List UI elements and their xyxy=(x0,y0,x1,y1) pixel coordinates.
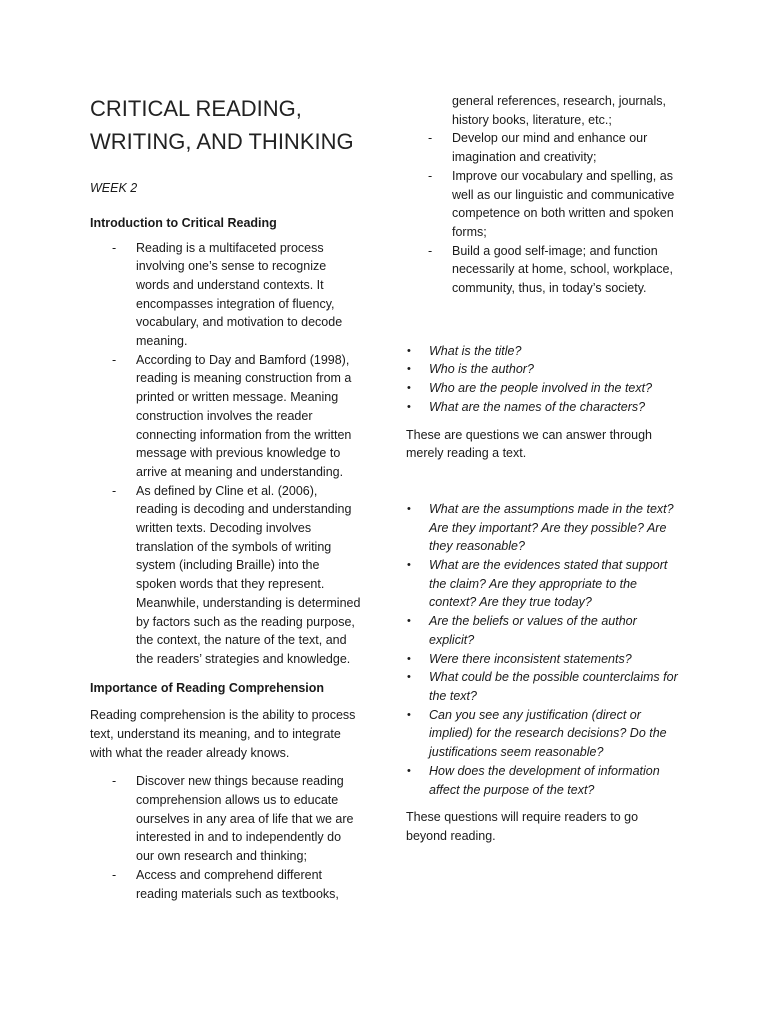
title-line-1: CRITICAL READING, xyxy=(90,96,302,121)
question-text: Were there inconsistent statements? xyxy=(429,651,632,666)
list-item-text: Improve our vocabulary and spelling, as well as our linguistic and communicative competence on both written and spoken forms; xyxy=(452,168,675,239)
list-item xyxy=(406,706,678,762)
left-column xyxy=(90,92,362,903)
critical-questions-list xyxy=(406,500,678,799)
list-item xyxy=(406,650,678,669)
question-text: What is the title? xyxy=(429,343,522,358)
right-column xyxy=(406,92,678,846)
title-line-2: WRITING, AND THINKING xyxy=(90,129,354,154)
comprehension-paragraph: Reading comprehension is the ability to process text, understand its meaning, and to integrate with what the reader already knows. xyxy=(90,708,356,760)
list-item xyxy=(406,342,678,361)
basic-questions-list xyxy=(406,342,678,417)
bullet-marker: • xyxy=(407,400,411,413)
dash-marker: - xyxy=(112,240,117,255)
list-item-text: Build a good self-image; and function necessarily at home, school, workplace, community, thus, in today’s society. xyxy=(452,243,673,296)
list-item xyxy=(406,129,678,166)
question-text: What are the names of the characters? xyxy=(429,399,646,414)
list-item xyxy=(406,242,678,298)
dash-marker: - xyxy=(112,483,117,498)
question-text: What are the evidences stated that support the claim? Are they appropriate to the context? Are they true today? xyxy=(429,558,668,610)
list-item-text: According to Day and Bamford (1998), reading is meaning construction from a printed or written message. Meaning construction involves the reader connecting information from the written message with previous knowledge to arrive at meaning and understanding. xyxy=(136,352,352,479)
list-item xyxy=(406,167,678,242)
bullet-marker: • xyxy=(407,382,411,395)
list-item xyxy=(406,379,678,398)
list-item xyxy=(90,772,362,866)
dash-marker: - xyxy=(428,243,433,258)
list-item xyxy=(90,482,362,669)
dash-marker: - xyxy=(112,774,117,789)
question-text: Are the beliefs or values of the author explicit? xyxy=(429,614,637,647)
bullet-marker: • xyxy=(407,708,411,721)
question-text: What could be the possible counterclaims for the text? xyxy=(429,670,678,703)
list-item xyxy=(406,762,678,799)
dash-marker: - xyxy=(428,131,433,146)
list-item-text: Develop our mind and enhance our imagination and creativity; xyxy=(452,131,648,165)
heading-importance: Importance of Reading Comprehension xyxy=(90,680,325,695)
list-item xyxy=(406,398,678,417)
bullet-marker: • xyxy=(407,559,411,572)
bullet-marker: • xyxy=(407,764,411,777)
list-item xyxy=(406,556,678,612)
week-label: WEEK 2 xyxy=(90,181,138,195)
list-item xyxy=(406,612,678,649)
dash-marker: - xyxy=(112,352,117,367)
list-item-text: Access and comprehend different reading materials such as textbooks, xyxy=(136,867,339,901)
list-item xyxy=(406,668,678,705)
document-title xyxy=(90,92,362,158)
bullet-marker: • xyxy=(407,502,411,515)
bullet-marker: • xyxy=(407,363,411,376)
list-item-continuation xyxy=(406,92,678,129)
bullet-marker: • xyxy=(407,671,411,684)
question-text: What are the assumptions made in the text? Are they important? Are they possible? Are they reasonable? xyxy=(429,501,674,554)
question-text: Who is the author? xyxy=(429,362,534,377)
question-text: How does the development of information affect the purpose of the text? xyxy=(429,763,660,797)
question-text: Can you see any justification (direct or implied) for the research decisions? Do the justifications seem reasonable? xyxy=(429,707,667,760)
heading-intro: Introduction to Critical Reading xyxy=(90,216,277,230)
importance-list-continued xyxy=(406,92,678,298)
intro-list xyxy=(90,239,362,669)
bullet-marker: • xyxy=(407,615,411,628)
list-item xyxy=(406,500,678,556)
question-text: Who are the people involved in the text? xyxy=(429,381,653,396)
list-item-text: general references, research, journals, history books, literature, etc.; xyxy=(452,94,667,127)
list-item xyxy=(406,360,678,379)
list-item xyxy=(90,866,362,903)
critical-questions-note: These questions will require readers to go beyond reading. xyxy=(406,810,639,843)
list-item-text: As defined by Cline et al. (2006), reading is decoding and understanding written texts. Decoding involves translation of the symbols of writing system (including Braille) into the spoken words that they represent. Meanwhile, understanding is determined by factors such as the reading purpose, the context, the nature of the text, and the readers’ strategies and knowledge. xyxy=(136,483,361,666)
dash-marker: - xyxy=(112,867,117,882)
importance-list xyxy=(90,772,362,903)
dash-marker: - xyxy=(428,168,433,183)
list-item xyxy=(90,351,362,482)
bullet-marker: • xyxy=(407,344,411,357)
bullet-marker: • xyxy=(407,652,411,665)
list-item-text: Reading is a multifaceted process involving one’s sense to recognize words and understand contexts. It encompasses integration of fluency, vocabulary, and motivation to decode meaning. xyxy=(136,240,343,349)
list-item xyxy=(90,239,362,351)
list-item-text: Discover new things because reading comprehension allows us to educate ourselves in any area of life that we are interested in and to independently do our own research and thinking; xyxy=(136,774,354,864)
basic-questions-note: These are questions we can answer through merely reading a text. xyxy=(406,427,652,461)
